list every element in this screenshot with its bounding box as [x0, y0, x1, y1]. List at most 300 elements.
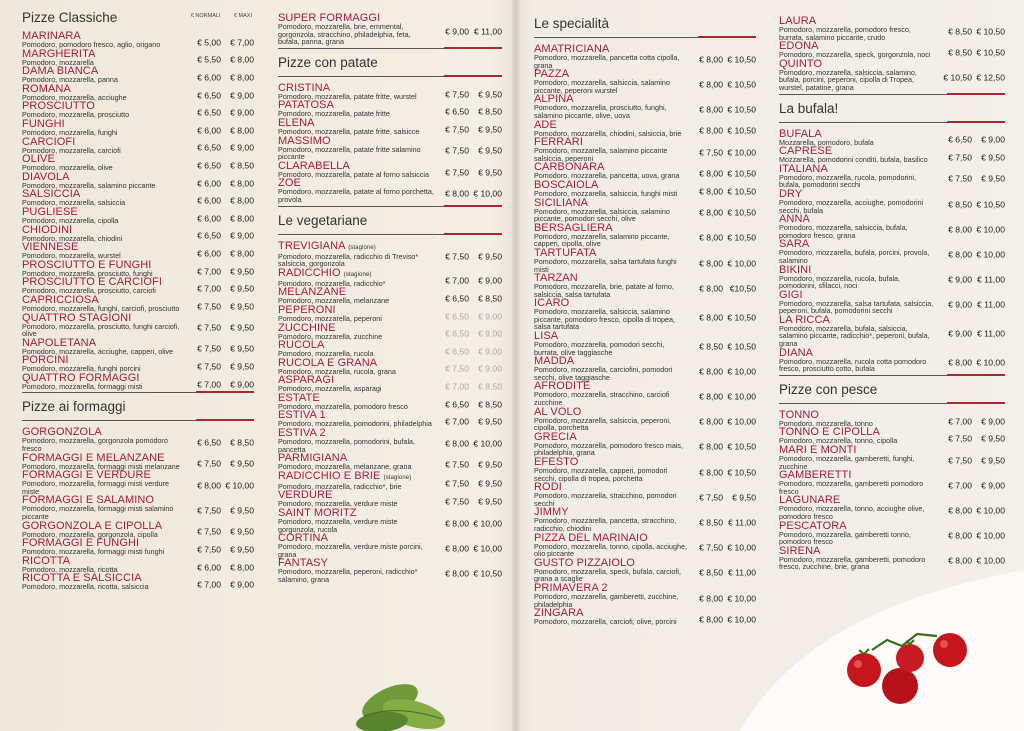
- item-description: Pomodoro, mozzarella, salsiccia, peperoni, cipolla, porchetta: [534, 415, 672, 433]
- menu-item-anna: [779, 214, 1005, 239]
- price-normal: € 6,50: [445, 328, 469, 339]
- item-name: LAGUNARE: [779, 494, 841, 507]
- item-name: CLARABELLA: [278, 159, 350, 172]
- price-maxi: € 10,50: [727, 341, 756, 352]
- price-maxi: € 10,50: [727, 441, 756, 452]
- menu-item-ricotta-e-salsiccia: [22, 573, 254, 591]
- menu-item-la-ricca: [779, 315, 1005, 348]
- item-name: RADICCHIO E BRIE (stagione): [278, 469, 412, 482]
- menu-item-cristina: [278, 83, 502, 101]
- price-normal: € 9,00: [445, 26, 469, 37]
- item-name: ZOE: [278, 177, 301, 190]
- price-maxi: € 9,50: [478, 496, 502, 507]
- menu-item-quattro-stagioni: [22, 313, 254, 338]
- item-description: Pomodoro, mozzarella, acciughe, capperi, olive: [22, 346, 174, 356]
- menu-item-tonno-e-cipolla: [779, 427, 1005, 445]
- menu-item-viennese: [22, 242, 254, 260]
- menu-item-bersagliera: [534, 223, 756, 248]
- item-description: Pomodoro, mozzarella, ricotta: [22, 564, 118, 574]
- section-title: Pizze con pesce: [779, 381, 878, 397]
- item-prices: [690, 392, 756, 402]
- item-description: Pomodoro, mozzarella, rucola, bufala, pomodorini, sfilacci, noci: [779, 273, 901, 291]
- item-prices: [939, 329, 1005, 339]
- price-normal: € 8,50: [948, 47, 972, 58]
- menu-item-primavera-2: [534, 583, 756, 608]
- price-normal: € 7,00: [197, 283, 221, 294]
- item-description: Pomodoro, mozzarella, funghi, carciofi, prosciutto: [22, 303, 180, 313]
- price-normal: € 8,00: [699, 79, 723, 90]
- item-prices: [436, 478, 502, 488]
- price-normal: € 7,00: [197, 266, 221, 277]
- item-name: CRISTINA: [278, 81, 331, 94]
- menu-item-gorgonzola-e-cipolla: [22, 521, 254, 539]
- item-description: Pomodoro, mozzarella, pancetta, uova, grana: [534, 171, 680, 181]
- item-description: Pomodoro, mozzarella, tonno, cipolla: [779, 436, 898, 446]
- price-normal: € 8,00: [445, 543, 469, 554]
- item-prices: [188, 480, 254, 490]
- item-name: PEPERONI: [278, 303, 336, 316]
- price-normal: € 8,00: [948, 249, 972, 260]
- price-maxi: € 9,50: [230, 544, 254, 555]
- item-prices: [436, 382, 502, 392]
- item-description: Pomodoro, mozzarella, salsa tartufata, salsiccia, peperoni, bufala, pomodorini secchi: [779, 298, 934, 316]
- item-description: Pomodoro, mozzarella, radicchio*: [278, 278, 386, 288]
- item-name: PESCATORA: [779, 519, 847, 532]
- price-maxi: € 8,00: [230, 562, 254, 573]
- menu-item-pescatora: [779, 521, 1005, 546]
- item-description: Pomodoro, mozzarella, pomodoro fresco mais, philadelphia, grana: [534, 440, 684, 458]
- column-3: [534, 0, 756, 731]
- price-normal: € 7,50: [445, 145, 469, 156]
- item-prices: [188, 248, 254, 258]
- item-prices: [188, 178, 254, 188]
- item-description: Pomodoro, mozzarella, patate fritte, salsicce: [278, 126, 420, 136]
- menu-item-parmigiana: [278, 453, 502, 471]
- item-name: AFRODITE: [534, 380, 591, 393]
- item-name: LAURA: [779, 15, 817, 27]
- menu-item-elena: [278, 118, 502, 136]
- item-description: Pomodoro, mozzarella, verdure miste gorgonzola, rucola: [278, 517, 398, 534]
- menu-item-italiana: [779, 164, 1005, 189]
- price-normal: € 6,00: [197, 195, 221, 206]
- price-maxi: € 9,00: [981, 416, 1005, 427]
- section-super-formaggi: [278, 13, 502, 49]
- price-normal: € 7,50: [197, 505, 221, 516]
- section-le-specialita: [534, 16, 756, 626]
- item-description: Pomodoro, mozzarella, cipolla: [22, 215, 119, 225]
- price-normal: € 9,00: [948, 299, 972, 310]
- price-maxi: € 8,00: [230, 213, 254, 224]
- item-name: ITALIANA: [779, 162, 828, 175]
- item-description: Pomodoro, mozzarella, salsiccia: [22, 198, 126, 208]
- price-maxi: € 9,50: [981, 173, 1005, 184]
- item-prices: [690, 442, 756, 452]
- menu-item-olive: [22, 154, 254, 172]
- item-description: Pomodoro, mozzarella, salamino piccante: [22, 180, 156, 190]
- price-maxi: € 8,50: [478, 399, 502, 410]
- item-description: Pomodoro, mozzarella, salsiccia, salamino piccante, peperoni wurstel: [534, 78, 670, 95]
- price-maxi: € 11,00: [976, 274, 1005, 285]
- price-maxi: € 10,50: [727, 54, 756, 65]
- item-prices: [188, 438, 254, 448]
- menu-item-margherita: [22, 49, 254, 67]
- item-prices: [436, 146, 502, 156]
- item-name: GUSTO PIZZAIOLO: [534, 556, 635, 569]
- item-description: Pomodoro, mozzarella, funghi porcini: [22, 364, 141, 374]
- price-normal: € 6,50: [197, 437, 221, 448]
- item-description: Pomodoro, mozzarella, capperi, pomodori secchi, cipolla di tropea, porchetta: [534, 466, 668, 483]
- price-maxi: € 10,00: [976, 530, 1005, 541]
- section-divider: [22, 392, 254, 393]
- item-name: MARINARA: [22, 30, 81, 42]
- item-prices: [188, 459, 254, 469]
- item-name: RICOTTA: [22, 554, 71, 567]
- item-description: Pomodoro, mozzarella, peperoni, radicchio* salamino, grana: [278, 567, 418, 584]
- menu-item-napoletana: [22, 338, 254, 356]
- item-name: RODI: [534, 481, 562, 494]
- section-divider: [779, 403, 1005, 404]
- price-maxi: € 9,50: [981, 455, 1005, 466]
- menu-item-icaro: [534, 298, 756, 331]
- item-name: QUINTO: [779, 57, 823, 70]
- item-name: DAMA BIANCA: [22, 65, 99, 78]
- menu-item-radicchio-e-brie: [278, 471, 502, 491]
- price-normal: € 8,00: [948, 555, 972, 566]
- price-normal: € 8,00: [699, 186, 723, 197]
- item-name: FERRARI: [534, 136, 583, 149]
- price-normal: € 8,00: [445, 568, 469, 579]
- menu-item-ade: [534, 120, 756, 138]
- item-description: Pomodoro, mozzarella, salsiccia, funghi misti: [534, 188, 678, 198]
- item-prices: [939, 47, 1005, 57]
- item-name: CARBONARA: [534, 161, 605, 174]
- item-name: PIZZA DEL MARINAIO: [534, 531, 648, 544]
- item-prices: [939, 531, 1005, 541]
- price-normal: € 8,50: [699, 341, 723, 352]
- menu-item-massimo: [278, 136, 502, 161]
- item-description: Pomodoro, mozzarella, salamino piccante, capperi, cipolla, olive: [534, 231, 670, 249]
- price-header-normal: € NORMALI: [190, 13, 221, 19]
- item-prices: [690, 54, 756, 64]
- menu-item-afrodite: [534, 381, 756, 406]
- item-description: Pomodoro, mozzarella, prosciutto, funghi: [22, 268, 153, 278]
- price-header-maxi: € MAXI: [233, 13, 252, 19]
- price-normal: € 7,50: [445, 167, 469, 178]
- item-name: JIMMY: [534, 506, 569, 519]
- item-prices: [188, 160, 254, 170]
- item-description: Pomodoro, mozzarella, speck, gorgonzola, noci: [779, 50, 931, 60]
- price-maxi: € 9,50: [230, 343, 254, 354]
- item-prices: [188, 143, 254, 153]
- price-maxi: € 9,50: [230, 322, 254, 333]
- item-prices: [690, 517, 756, 527]
- menu-item-caprese: [779, 146, 1005, 164]
- price-maxi: € 9,50: [478, 89, 502, 100]
- price-normal: € 8,50: [948, 26, 972, 37]
- price-maxi: € 9,50: [981, 152, 1005, 163]
- item-description: Pomodoro, mozzarella, bufala, salsiccia, salamino piccante, radicchio*, peperoni, bufala, grana: [779, 323, 930, 349]
- menu-item-tonno: [779, 410, 1005, 428]
- price-maxi: € 12,50: [976, 72, 1005, 83]
- menu-item-bikini: [779, 265, 1005, 290]
- section-title: Le specialità: [534, 16, 610, 31]
- price-normal: € 9,00: [948, 274, 972, 285]
- item-description: Pomodoro, mozzarella, rucola, pomodorini, bufala, pomodorini secchi: [779, 172, 917, 190]
- item-prices: [188, 196, 254, 206]
- menu-item-verdure: [278, 490, 502, 508]
- item-prices: [188, 213, 254, 223]
- item-prices: [939, 152, 1005, 162]
- price-normal: € 8,00: [699, 416, 723, 427]
- section-title: Pizze Classiche € NORMALI € MAXI: [22, 10, 252, 25]
- item-name: TREVIGIANA (stagione): [278, 239, 376, 252]
- item-prices: [939, 434, 1005, 444]
- price-normal: € 8,00: [699, 312, 723, 323]
- menu-item-capricciosa: [22, 295, 254, 313]
- section-title: Pizze ai formaggi: [22, 399, 126, 415]
- item-description: Pomodoro, mozzarella, carciofini, pomodori secchi, olive taggiasche: [534, 365, 673, 382]
- menu-item-prosciutto-e-carciofi: [22, 277, 254, 295]
- menu-item-carciofi: [22, 137, 254, 155]
- item-name: VIENNESE: [22, 241, 79, 254]
- item-description: Pomodoro, mozzarella, patate al forno salsiccia: [278, 169, 430, 179]
- price-normal: € 6,00: [197, 72, 221, 83]
- item-prices: [690, 492, 756, 502]
- price-normal: € 8,00: [699, 283, 723, 294]
- item-prices: [188, 90, 254, 100]
- menu-item-zoe: [278, 178, 502, 203]
- item-name: FUNGHI: [22, 117, 65, 130]
- item-description: Pomodoro, mozzarella, formaggi misti: [22, 381, 143, 391]
- item-name: OLIVE: [22, 153, 55, 166]
- item-name: PRIMAVERA 2: [534, 581, 608, 594]
- section-divider: [278, 206, 502, 207]
- item-name: PARMIGIANA: [278, 452, 348, 465]
- price-maxi: € 9,00: [230, 230, 254, 241]
- price-normal: € 8,00: [699, 366, 723, 377]
- price-normal: € 6,50: [948, 134, 972, 145]
- item-name: GAMBERETTI: [779, 469, 852, 482]
- menu-item-al-volo: [534, 407, 756, 432]
- item-description: Pomodoro, mozzarella, salsiccia, salamino, bufala, porcini, peperoni, cipolla di Tropea, wurstel, patatine, grana: [779, 67, 917, 92]
- item-prices: [188, 545, 254, 555]
- item-name: PAZZA: [534, 68, 570, 81]
- price-normal: € 8,00: [699, 232, 723, 243]
- item-name: BERSAGLIERA: [534, 221, 613, 234]
- menu-item-siciliana: [534, 198, 756, 223]
- menu-item-ricotta: [22, 556, 254, 574]
- item-name: PUGLIESE: [22, 205, 78, 218]
- price-maxi: € 10,00: [976, 357, 1005, 368]
- item-name: MARGHERITA: [22, 47, 96, 60]
- item-name: EFESTO: [534, 456, 579, 468]
- price-normal: € 7,00: [445, 416, 469, 427]
- item-description: Pomodoro, mozzarella, gamberetti pomodoro fresco: [779, 479, 924, 496]
- section-pizze-classiche: [22, 10, 254, 393]
- item-description: Pomodoro, mozzarella, brie, emmental, gorgonzola, stracchino, philadelphia, feta, bufala, panna, grana: [278, 22, 411, 47]
- item-name: CAPRICCIOSA: [22, 293, 99, 306]
- menu-item-quinto: [779, 59, 1005, 92]
- item-note: (stagione): [383, 474, 412, 481]
- price-normal: € 7,50: [445, 124, 469, 135]
- menu-item-diavola: [22, 172, 254, 190]
- menu-item-romana: [22, 84, 254, 102]
- item-prices: [188, 125, 254, 135]
- price-maxi: € 9,00: [478, 311, 502, 322]
- item-name: RUCOLA: [278, 339, 325, 352]
- basil-leaves-image: [352, 664, 452, 731]
- section-divider: [278, 76, 502, 77]
- price-normal: € 7,50: [699, 147, 723, 158]
- price-maxi: € 9,50: [478, 478, 502, 489]
- price-normal: € 6,50: [445, 399, 469, 410]
- price-normal: € 8,50: [699, 567, 723, 578]
- item-description: Pomodoro, mozzarella: [22, 57, 94, 67]
- price-maxi: € 9,50: [230, 283, 254, 294]
- menu-item-gamberetti: [779, 470, 1005, 495]
- item-prices: [436, 188, 502, 198]
- item-name: VERDURE: [278, 489, 333, 502]
- menu-item-gorgonzola: [22, 427, 254, 452]
- menu-item-diana: [779, 348, 1005, 373]
- section-divider: [278, 48, 502, 49]
- item-description: Pomodoro, mozzarella, tonno: [779, 418, 873, 428]
- item-prices: [188, 72, 254, 82]
- price-normal: € 6,50: [445, 106, 469, 117]
- price-normal: € 7,00: [948, 416, 972, 427]
- menu-item-mari-e-monti: [779, 445, 1005, 470]
- menu-item-porcini: [22, 355, 254, 373]
- item-name: FORMAGGI E FUNGHI: [22, 537, 140, 550]
- price-maxi: € 10,50: [727, 207, 756, 218]
- item-description: Pomodoro, mozzarella, salsiccia, bufala, pomodoro fresco, grana: [779, 223, 908, 240]
- price-normal: € 6,00: [197, 213, 221, 224]
- price-maxi: € 11,00: [473, 26, 502, 37]
- price-maxi: € 9,00: [981, 134, 1005, 145]
- item-name: LA RICCA: [779, 313, 830, 326]
- item-name: ANNA: [779, 213, 810, 226]
- item-prices: [690, 366, 756, 376]
- price-maxi: € 10,50: [976, 199, 1005, 210]
- price-maxi: € 9,50: [230, 266, 254, 277]
- price-maxi: € 10,00: [727, 542, 756, 553]
- item-description: Pomodoro, mozzarella, formaggi misti verdure miste: [22, 479, 169, 496]
- item-description: Pomodoro, mozzarella, zucchine: [278, 331, 383, 341]
- price-normal: € 7,50: [948, 455, 972, 466]
- price-normal: € 8,00: [948, 505, 972, 516]
- item-name: ZUCCHINE: [278, 321, 336, 334]
- item-name: FORMAGGI E SALAMINO: [22, 494, 155, 507]
- item-description: Mozzarella, pomodoro, bufala: [779, 137, 874, 147]
- item-description: Pomodoro, mozzarella, stracchino, carciofi zucchine: [534, 390, 670, 408]
- price-maxi: € 9,50: [478, 167, 502, 178]
- price-normal: € 6,00: [197, 178, 221, 189]
- menu-item-sara: [779, 239, 1005, 264]
- price-normal: € 7,00: [445, 381, 469, 392]
- item-prices: [690, 126, 756, 136]
- page-fold: [512, 0, 520, 731]
- price-normal: € 8,00: [948, 530, 972, 541]
- menu-item-trevigiana: [278, 241, 502, 268]
- item-prices: [939, 199, 1005, 209]
- price-maxi: € 10,50: [976, 26, 1005, 37]
- item-name: FORMAGGI E VERDURE: [22, 469, 151, 482]
- item-description: Pomodoro, mozzarella, acciughe, pomodorini secchi, bufala: [779, 197, 924, 215]
- item-name: BIKINI: [779, 263, 812, 276]
- section-title: Pizze con patate: [278, 54, 378, 70]
- item-description: Pomodoro, mozzarella, olive: [22, 163, 113, 173]
- price-maxi: € 10,00: [976, 555, 1005, 566]
- price-normal: € 7,50: [197, 526, 221, 537]
- item-name: AMATRICIANA: [534, 43, 610, 55]
- item-name: SIRENA: [779, 544, 821, 557]
- menu-item-edona: [779, 41, 1005, 59]
- price-normal: € 7,50: [445, 251, 469, 262]
- price-normal: € 7,50: [948, 173, 972, 184]
- price-maxi: € 9,50: [478, 459, 502, 470]
- item-prices: [939, 480, 1005, 490]
- item-name: CHIODINI: [22, 223, 73, 236]
- item-prices: [939, 275, 1005, 285]
- item-description: Pomodoro, mozzarella, patate fritte, wurstel: [278, 91, 417, 101]
- item-prices: [188, 37, 254, 47]
- section-divider: [779, 94, 1005, 95]
- item-name: ZINGARA: [534, 607, 584, 620]
- item-description: Pomodoro, mozzarella, acciughe: [22, 92, 127, 102]
- price-normal: € 5,00: [197, 37, 221, 48]
- price-normal: € 7,50: [445, 459, 469, 470]
- price-normal: € 6,00: [197, 125, 221, 136]
- item-description: Pomodoro, mozzarella, melanzane, grana: [278, 462, 412, 472]
- item-prices: [436, 89, 502, 99]
- item-prices: [188, 362, 254, 372]
- item-prices: [188, 562, 254, 572]
- price-maxi: € 10,00: [473, 518, 502, 529]
- item-name: CORTINA: [278, 532, 329, 545]
- price-maxi: € 10,50: [727, 104, 756, 115]
- item-name: FANTASY: [278, 557, 329, 570]
- price-maxi: € 10,50: [976, 47, 1005, 58]
- price-maxi: € 9,50: [230, 458, 254, 469]
- price-maxi: € 10,00: [976, 505, 1005, 516]
- menu-item-cortina: [278, 533, 502, 558]
- item-prices: [939, 455, 1005, 465]
- price-maxi: € 10,00: [727, 593, 756, 604]
- item-description: Pomodoro, mozzarella, tonno, acciughe olive, pomodoro fresco: [779, 504, 925, 521]
- item-prices: [436, 543, 502, 553]
- price-normal: € 6,50: [197, 230, 221, 241]
- price-maxi: € 10,00: [976, 249, 1005, 260]
- item-prices: [436, 569, 502, 579]
- menu-item-formaggi-e-verdure: [22, 470, 254, 495]
- item-note: (stagione): [348, 244, 376, 251]
- menu-item-melanzane: [278, 287, 502, 305]
- item-name: ASPARAGI: [278, 374, 335, 387]
- price-maxi: €10,50: [729, 283, 756, 294]
- item-description: Pomodoro, mozzarella, rucola, grana: [278, 366, 396, 376]
- item-prices: [939, 224, 1005, 234]
- item-description: Pomodoro, mozzarella, gorgonzola pomodoro fresco: [22, 436, 168, 454]
- price-normal: € 7,50: [197, 343, 221, 354]
- menu-item-zingara: [534, 608, 756, 626]
- item-name: AL VOLO: [534, 405, 582, 418]
- menu-item-prosciutto: [22, 101, 254, 119]
- price-maxi: € 11,00: [727, 567, 756, 578]
- item-prices: [436, 27, 502, 37]
- item-description: Pomodoro, mozzarella, gamberetti, zucchine, philadelphia: [534, 591, 679, 609]
- item-description: Pomodoro, mozzarella, asparagi: [278, 384, 382, 394]
- price-maxi: € 8,00: [230, 72, 254, 83]
